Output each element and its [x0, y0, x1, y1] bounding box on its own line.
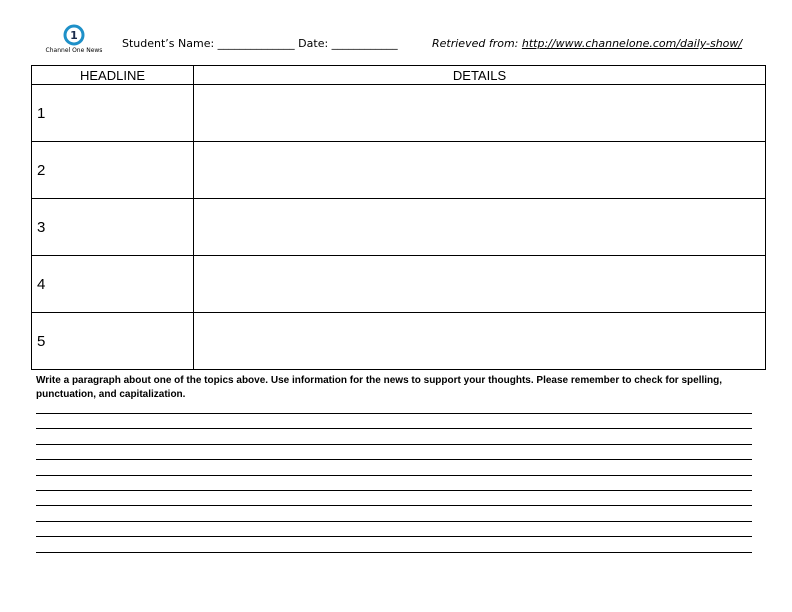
writing-line[interactable]	[36, 414, 752, 429]
writing-line[interactable]	[36, 522, 752, 537]
writing-lines[interactable]	[36, 413, 752, 553]
table-row	[32, 313, 766, 370]
column-header-headline: HEADLINE	[32, 66, 194, 85]
channel-one-logo-icon	[63, 24, 85, 46]
retrieved-from	[432, 37, 742, 50]
logo-caption: Channel One News	[45, 47, 103, 54]
headline-cell[interactable]: 3	[32, 199, 194, 256]
column-header-details: DETAILS	[194, 66, 766, 85]
student-name-date-line: Student’s Name: ______________ Date: ____________	[122, 37, 398, 50]
headline-details-table	[31, 65, 766, 370]
table-header-row	[32, 66, 766, 85]
writing-line[interactable]	[36, 476, 752, 491]
details-cell[interactable]	[194, 85, 766, 142]
details-cell[interactable]	[194, 142, 766, 199]
details-cell[interactable]	[194, 256, 766, 313]
details-cell[interactable]	[194, 199, 766, 256]
headline-cell[interactable]: 1	[32, 85, 194, 142]
table-row	[32, 85, 766, 142]
retrieved-label: Retrieved from:	[432, 37, 522, 50]
channel-one-logo	[44, 24, 104, 54]
table-row	[32, 256, 766, 313]
writing-line[interactable]	[36, 429, 752, 444]
headline-cell[interactable]: 5	[32, 313, 194, 370]
headline-cell[interactable]: 2	[32, 142, 194, 199]
writing-line[interactable]	[36, 491, 752, 506]
writing-line[interactable]	[36, 537, 752, 552]
table-row	[32, 142, 766, 199]
writing-line[interactable]	[36, 460, 752, 475]
details-cell[interactable]	[194, 313, 766, 370]
table-row	[32, 199, 766, 256]
writing-line[interactable]	[36, 506, 752, 521]
retrieved-url-link[interactable]: http://www.channelone.com/daily-show/	[521, 37, 743, 50]
writing-line[interactable]	[36, 445, 752, 460]
logo-number: 1	[70, 29, 78, 42]
paragraph-prompt: Write a paragraph about one of the topics above. Use information for the news to support your thoughts. Please remember to check for spelling, punctuation, and capitalization.	[36, 375, 723, 400]
headline-cell[interactable]: 4	[32, 256, 194, 313]
